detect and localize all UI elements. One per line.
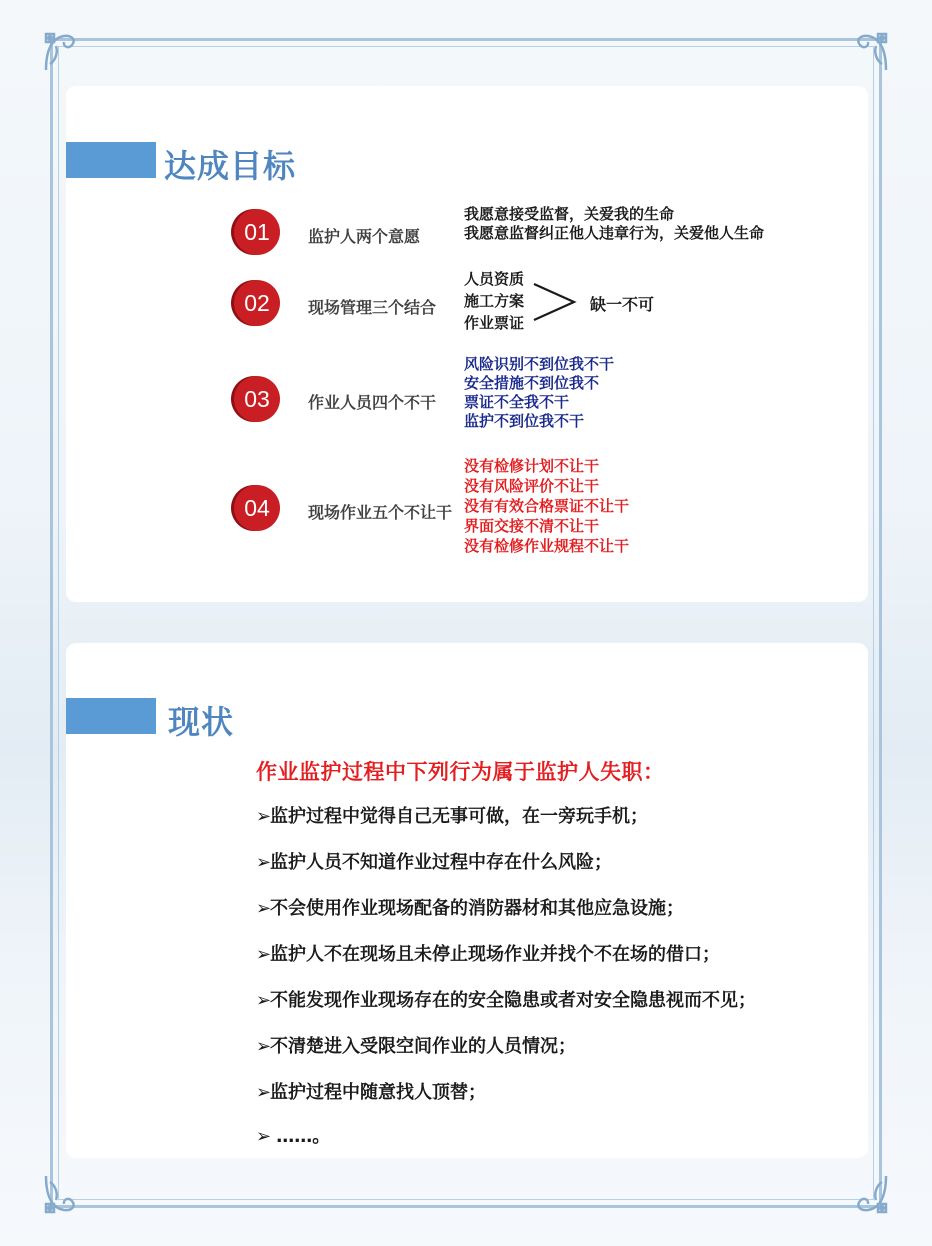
list-item: ➢监护过程中觉得自己无事可做，在一旁玩手机；: [256, 806, 648, 827]
item-line: 作业票证: [464, 314, 525, 332]
bullet-arrow-icon: ➢: [256, 990, 272, 1011]
item-lines: [464, 456, 629, 556]
list-item: ➢ ……。: [256, 1126, 331, 1147]
list-item: ➢不能发现作业现场存在的安全隐患或者对安全隐患视而不见；: [256, 990, 756, 1011]
section-title-goals: 达成目标: [164, 147, 297, 185]
status-lead-text: 作业监护过程中下列行为属于监护人失职：: [256, 760, 665, 784]
item-line: 风险识别不到位我不干: [464, 355, 615, 373]
bullet-arrow-icon: ➢: [256, 806, 272, 827]
corner-ornament-icon: [42, 30, 86, 74]
item-line: 我愿意监督纠正他人违章行为，关爱他人生命: [464, 224, 765, 242]
item-number-badge: 02: [234, 280, 280, 326]
list-item: ➢不清楚进入受限空间作业的人员情况；: [256, 1036, 576, 1057]
item-line: 安全措施不到位我不: [464, 374, 600, 392]
converge-arrow-icon: [530, 280, 580, 324]
item-line: 界面交接不清不让干: [464, 517, 600, 535]
bullet-arrow-icon: ➢: [256, 852, 272, 873]
item-lines: [464, 355, 614, 431]
list-item: ➢监护人不在现场且未停止现场作业并找个不在场的借口；: [256, 944, 720, 965]
section-accent-bar: [66, 142, 156, 178]
item-line: 票证不全我不干: [464, 393, 570, 411]
list-item: ➢监护过程中随意找人顶替；: [256, 1082, 486, 1103]
item-lines: [464, 268, 524, 334]
bullet-arrow-icon: ➢: [256, 944, 272, 965]
bullet-arrow-icon: ➢: [256, 1082, 272, 1103]
item-line: 没有检修计划不让干: [464, 457, 600, 475]
list-item: ➢不会使用作业现场配备的消防器材和其他应急设施；: [256, 898, 684, 919]
corner-ornament-icon: [846, 30, 890, 74]
item-label: 现场管理三个结合: [308, 298, 437, 317]
item-label: 监护人两个意愿: [308, 227, 421, 246]
corner-ornament-icon: [846, 1172, 890, 1216]
item-label: 作业人员四个不干: [308, 393, 437, 412]
item-number-badge: 01: [234, 209, 280, 255]
item-line: 人员资质: [464, 270, 525, 288]
item-line: 没有风险评价不让干: [464, 477, 600, 495]
item-number-badge: 04: [234, 485, 280, 531]
item-line: 施工方案: [464, 292, 525, 310]
section-accent-bar: [66, 698, 156, 734]
item-lines: [464, 205, 764, 243]
item-line: 监护不到位我不干: [464, 412, 585, 430]
item-line: 没有有效合格票证不让干: [464, 497, 630, 515]
conclusion-text: 缺一不可: [590, 295, 655, 314]
bullet-arrow-icon: ➢: [256, 1126, 272, 1147]
bullet-arrow-icon: ➢: [256, 898, 272, 919]
list-item: ➢监护人员不知道作业过程中存在什么风险；: [256, 852, 612, 873]
item-label: 现场作业五个不让干: [308, 503, 453, 522]
bullet-arrow-icon: ➢: [256, 1036, 272, 1057]
item-line: 没有检修作业规程不让干: [464, 537, 630, 555]
item-line: 我愿意接受监督，关爱我的生命: [464, 205, 675, 223]
corner-ornament-icon: [42, 1172, 86, 1216]
section-title-status: 现状: [168, 703, 235, 741]
item-number-badge: 03: [234, 376, 280, 422]
